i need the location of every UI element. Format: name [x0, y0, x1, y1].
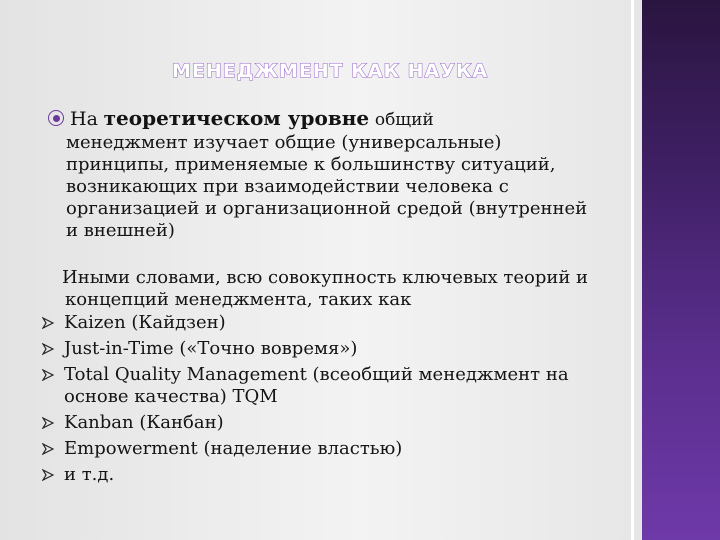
paragraph-summary: [62, 267, 632, 311]
list-item: [42, 364, 632, 408]
lead-word: На: [70, 108, 98, 130]
list-item-text: Kanban (Канбан): [64, 412, 224, 433]
list-item: [42, 438, 632, 460]
lead-bold-text: теоретическом уровне: [103, 106, 370, 130]
concepts-list: [42, 312, 632, 490]
paragraph-line: концепций менеджмента, таких как: [65, 289, 412, 310]
decorative-sidebar: [642, 0, 720, 540]
list-item-text: Empowerment (наделение властью): [64, 438, 403, 459]
list-item-text: Kaizen (Кайдзен): [64, 312, 226, 333]
arrow-bullet-icon: [42, 443, 54, 455]
list-item-text: Just-in-Time («Точно вовремя»): [64, 338, 358, 359]
arrow-bullet-icon: [42, 417, 54, 429]
paragraph-line: возникающих при взаимодействии человека с: [66, 176, 509, 197]
paragraph-theory: [48, 107, 628, 242]
list-item-text-continued: основе качества) TQM: [64, 386, 278, 407]
arrow-bullet-icon: [42, 369, 54, 381]
paragraph-line: менеджмент изучает общие (универсальные): [66, 132, 502, 153]
circle-bullet-icon: [48, 110, 64, 126]
list-item: [42, 464, 632, 486]
arrow-bullet-icon: [42, 317, 54, 329]
arrow-bullet-icon: [42, 343, 54, 355]
slide-title: МЕНЕДЖМЕНТ КАК НАУКА: [171, 60, 489, 82]
paragraph-line: принципы, применяемые к большинству ситуаций,: [66, 154, 556, 175]
list-item: [42, 312, 632, 334]
lead-small-text: общий: [374, 110, 434, 130]
paragraph-line: организацией и организационной средой (внутренней: [66, 198, 588, 219]
paragraph-body: [48, 132, 628, 242]
list-item-text: Total Quality Management (всеобщий менеджмент на: [64, 364, 569, 385]
paragraph-line: и внешней): [66, 220, 175, 241]
arrow-bullet-icon: [42, 469, 54, 481]
paragraph-lead: [48, 107, 628, 131]
paragraph-line: Иными словами, всю совокупность ключевых теорий и: [62, 267, 589, 288]
list-item: [42, 412, 632, 434]
list-item-text: и т.д.: [64, 464, 115, 485]
list-item: [42, 338, 632, 360]
